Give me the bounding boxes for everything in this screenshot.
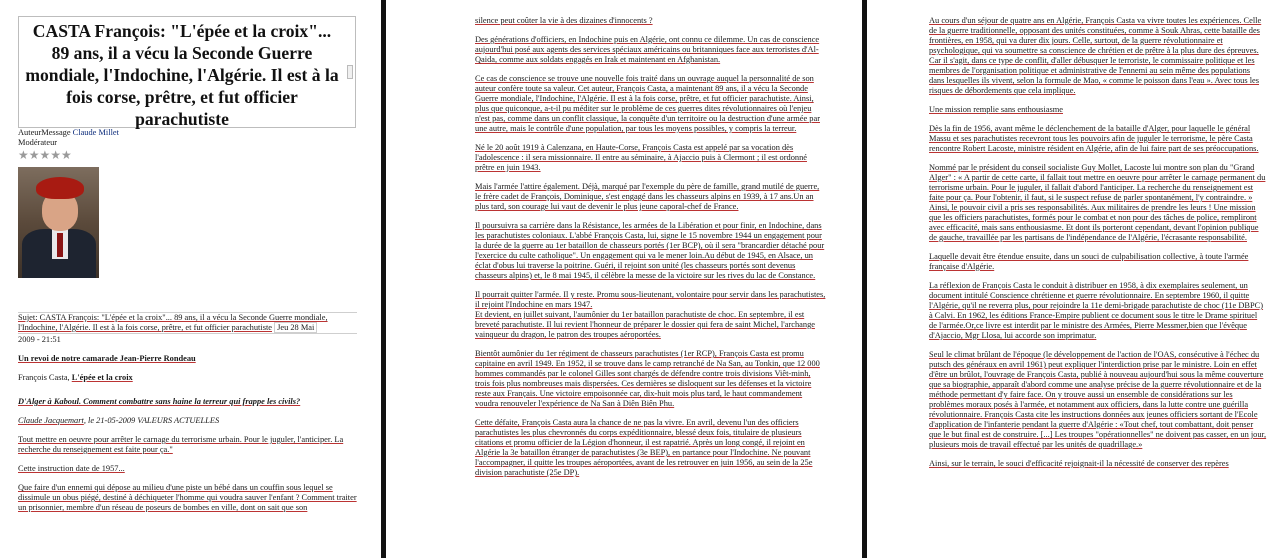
article-column xyxy=(929,16,1267,478)
book-author: François Casta, xyxy=(18,373,70,382)
document-page-3 xyxy=(871,0,1280,558)
book-title: L'épée et la croix xyxy=(71,373,133,382)
paragraph: Mais l'armée l'attire également. Déjà, marqué par l'exemple du père de famille, grand mutilé de guerre, le frère cadet de François, Dominique, s'est engagé dans les chasseurs alpins en 1939, à 17 ans.Un an plus tard, son courage lui vaut de devenir le plus jeune caporal-chef de France. xyxy=(475,182,820,211)
post-meta xyxy=(18,128,357,148)
paragraph: Ainsi, sur le terrain, le souci d'efficacité rejoignait-il la nécessité de conserver des repères xyxy=(929,459,1229,468)
document-page-1 xyxy=(0,0,365,558)
subject-line xyxy=(18,312,357,334)
paragraph: silence peut coûter la vie à des dizaines d'innocents ? xyxy=(475,16,653,25)
byline-author[interactable]: Claude Jacquemart xyxy=(18,416,84,425)
paragraph: Seul le climat brûlant de l'époque (le développement de l'action de l'OAS, consécutive à l'échec du putsch des généraux en avril 1961) peut expliquer l'interdiction prise par le ministre. Loin en effet d'être un brûlot, l'ouvrage de François Casta, publié à nouveau aujourd'hui sous la même couverture que sa biographie, apparaît d'abord comme une analyse précise de la guerre révolutionnaire et de la méthode permettant d'y faire face. On y trouve aussi un ensemble de considérations sur les problèmes moraux posés à l'armée, et notamment aux officiers, dans la lutte contre une guérilla révolutionnaire. François Casta cite les instructions données aux jeunes officiers sortant de l'Ecole d'application de l'infanterie pendant la guerre d'Algérie : «Tout chef, tout combattant, doit penser que le but final est de construire. [...] Les troupes "opérationnelles" ne doivent pas casser, en un jour, plusieurs mois de travail effectué par les unités de quadrillage.» xyxy=(929,350,1267,449)
byline-source: , le 21-05-2009 VALEURS ACTUELLES xyxy=(83,416,220,425)
topic-title: CASTA François: "L'épée et la croix"... 89 ans, il a vécu la Seconde Guerre mondiale, l'Indochine, l'Algérie. Il est à la fois corse, prêtre, et fut officier parachutiste xyxy=(25,21,339,129)
paragraph: Dès la fin de 1956, avant même le déclenchement de la bataille d'Alger, pour laquelle le général Massu et ses parachutistes recevront tous les pouvoirs afin de juguler le terrorisme, le père Casta rencontre Robert Lacoste, ministre résident en Algérie, afin de lui faire part de ses préoccupations. xyxy=(929,124,1259,153)
article-column xyxy=(475,16,827,487)
byline xyxy=(18,416,357,426)
scrollbar-thumb-icon[interactable] xyxy=(347,65,353,79)
repost-heading: Un revoi de notre camarade Jean-Pierre Rondeau xyxy=(18,354,196,363)
section-heading: Une mission remplie sans enthousiasme xyxy=(929,105,1063,114)
paragraph: Que faire d'un ennemi qui dépose au milieu d'une piste un bébé dans un couffin sous lequel se dissimule un obus piégé, destiné à déchiqueter l'homme qui voudra sauver l'enfant ? Comment traiter un prisonnier, membre d'un réseau de poseurs de bombes en ville, dont on sait que son xyxy=(18,483,357,512)
book-heading xyxy=(18,373,357,383)
author-role: Modérateur xyxy=(18,138,58,147)
meta-label: AuteurMessage xyxy=(18,128,71,137)
subject-text[interactable]: Sujet: CASTA François: "L'épée et la croix"... 89 ans, il a vécu la Seconde Guerre mondiale, l'Indochine, l'Algérie. Il est à la fois corse, prêtre, et fut officier parachutiste xyxy=(18,313,328,332)
paragraph: Au cours d'un séjour de quatre ans en Algérie, François Casta va vivre toutes les expériences. Celle de la guerre traditionnelle, opposant des unités constituées, comme à Souk Ahras, cette bataille des frontières, en 1958, qui va durer dix jours. Celle, surtout, de la guerre révolutionnaire et psychologique, qui va soumettre sa conscience de chrétien et de prêtre à la plus dure des épreuves. Car il s'agit, dans ce type de conflit, d'aller débusquer le terroriste, le commissaire politique et les membres de l'organisation politique et administrative de l'ennemi au sein même des populations dans lesquelles ils vivent, selon la formule de Mao, « comme le poisson dans l'eau ». Avec tous les risques de débordements que cela implique. xyxy=(929,16,1262,95)
post-time: 2009 - 21:51 xyxy=(18,335,61,344)
paragraph: Cette défaite, François Casta aura la chance de ne pas la vivre. En avril, devenu l'un des officiers parachutistes les plus chevronnés du corps expéditionnaire, blessé deux fois, titulaire de plusieurs citations et promu officier de la Légion d'honneur, il est rapatrié. Après un long congé, il rejoint en Algérie la 3e bataillon étranger de parachutistes (3e BEP), en partance pour l'Indochine. Ne pouvant l'accompagner, il quitte les troupes aéroportées, avant de les retrouver en juin 1956, au sein de la 25e division parachutiste (25e DP). xyxy=(475,418,813,477)
paragraph: Il pourrait quitter l'armée. Il y reste. Promu sous-lieutenant, volontaire pour servir dans les parachutistes, il rejoint l'Indochine en mars 1947. Et devient, en juillet suivant, l'aumônier du 1er bataillon parachutiste de choc. En septembre, il est breveté parachutiste. Il lui revient l'honneur de préparer le dossier qui fera de saint Michel, l'archange vainqueur du dragon, le patron des troupes aéroportées. xyxy=(475,290,826,339)
paragraph: Des générations d'officiers, en Indochine puis en Algérie, ont connu ce dilemme. Un cas de conscience aujourd'hui posé aux agents des services spéciaux américains ou britanniques face aux terroristes d'Al-Qaida, comme aux soldats engagés en Irak et maintenant en Afghanistan. xyxy=(475,35,820,64)
rating-stars xyxy=(18,149,72,161)
article-title: D'Alger à Kaboul. Comment combattre sans haine la terreur qui frappe les civils? xyxy=(18,397,301,406)
paragraph: Ce cas de conscience se trouve une nouvelle fois traité dans un ouvrage auquel la personnalité de son auteur confère toute sa valeur. Cet auteur, François Casta, a maintenant 89 ans, il a vécu la Seconde Guerre mondiale, l'Indochine, l'Algérie. Il est à la fois corse, prêtre, et fut officier parachutiste. Ainsi, plus que quiconque, a-t-il pu méditer sur le problème de ces guerres dites révolutionnaires où l'enjeu n'est pas, comme dans un conflit classique, la conquête d'un territoire ou la destruction d'une armée par une autre, mais le contrôle d'une population, par tous les moyens possibles, y compris la terreur. xyxy=(475,74,820,133)
paragraph: Né le 20 août 1919 à Calenzana, en Haute-Corse, François Casta est appelé par sa vocation dès l'adolescence : il sera missionnaire. Il entre au séminaire, à Ajaccio puis à Clermont ; il est ordonné prêtre en juin 1943. xyxy=(475,143,807,172)
post-date: Jeu 28 Mai xyxy=(274,322,317,333)
paragraph: Bientôt aumônier du 1er régiment de chasseurs parachutistes (1er RCP), François Casta est promu capitaine en avril 1949. En 1952, il se trouve dans le camp retranché de Na San, au Tonkin, que 12 000 hommes commandés par le colonel Gilles sont chargés de défendre contre trois divisions Viêt-minh, trois fois plus nombreuses mais dispersées. Ces dernières se disloquent sur les défenses et la victoire reste aux Français. Une victoire empoisonnée car, dix-huit mois plus tard, le haut commandement voudra renouveler l'expérience de Na San à Diên Biên Phu. xyxy=(475,349,820,408)
rank-stars-icon: ★★★★★ xyxy=(18,148,72,162)
topic-title-box xyxy=(18,16,356,128)
page-divider-left xyxy=(381,0,386,558)
paragraph: La réflexion de François Casta le conduit à distribuer en 1958, à dix exemplaires seulement, un document intitulé Conscience chrétienne et guerre révolutionnaire. En septembre 1960, il quitte l'Algérie, qu'il ne reverra plus, pour rejoindre la 11e demi-brigade parachutiste de choc (11e DBPC) à Calvi. En 1962, les éditions France-Empire publient ce document sous le titre le Drame spirituel de l'armée.Or,ce livre est interdit par le ministre des Armées, Pierre Messmer,bien que l'évêque d'Ajaccio, Mgr Llosa, lui accorde son imprimatur. xyxy=(929,281,1264,340)
paragraph: Cette instruction date de 1957... xyxy=(18,464,125,473)
paragraph: Laquelle devait être étendue ensuite, dans un souci de culpabilisation collective, à toute l'armée française d'Algérie. xyxy=(929,252,1249,271)
document-page-2 xyxy=(410,0,860,558)
paragraph: Tout mettre en oeuvre pour arrêter le carnage du terrorisme urbain. Pour le juguler, l'anticiper. La recherche du renseignement est faite pour ça." xyxy=(18,435,344,454)
post-body xyxy=(18,354,357,522)
author-link[interactable]: Claude Millet xyxy=(72,128,119,137)
paragraph: Il poursuivra sa carrière dans la Résistance, les armées de la Libération et pour finir, en Indochine, dans les parachutistes coloniaux. L'abbé François Casta, lui, signe le 15 novembre 1944 un engagement pour la durée de la guerre au 1er bataillon de chasseurs portés (1er BCP), où il sera "brancardier détaché pour l'exercice du culte catholique". Un engagement qui va le mener loin.Au début de 1945, en Alsace, un éclat d'obus lui traverse la poitrine. Guéri, il rejoint son unité (les chasseurs portés sont devenus chasseurs alpins) et, le 8 mai 1945, il célèbre la messe de la victoire sur les rives du lac de Constance. xyxy=(475,221,825,280)
page-divider-right xyxy=(862,0,867,558)
avatar xyxy=(18,167,99,278)
paragraph: Nommé par le président du conseil socialiste Guy Mollet, Lacoste lui montre son plan du "Grand Alger" : « A partir de cette carte, il fallait tout mettre en oeuvre pour arrêter le carnage permanent du terrorisme urbain. Pour le juguler, il fallait d'abord l'anticiper. La recherche du renseignement est faite pour ça. Pour l'obtenir, il faut, si le suspect refuse de parler spontanément, l'y contraindre. » Ainsi, le pouvoir civil a pris ses responsabilités. Aux militaires de prendre les leurs ! Une mission que les officiers parachutistes, formés pour le combat et non pour des tâches de police, rempliront avec efficacité, mais sans enthousiasme. Et dont ils porteront cependant, devant l'opinion publique de gauche, travaillée par les partisans de l'indépendance de l'Algérie, l'écrasante responsabilité. xyxy=(929,163,1266,242)
